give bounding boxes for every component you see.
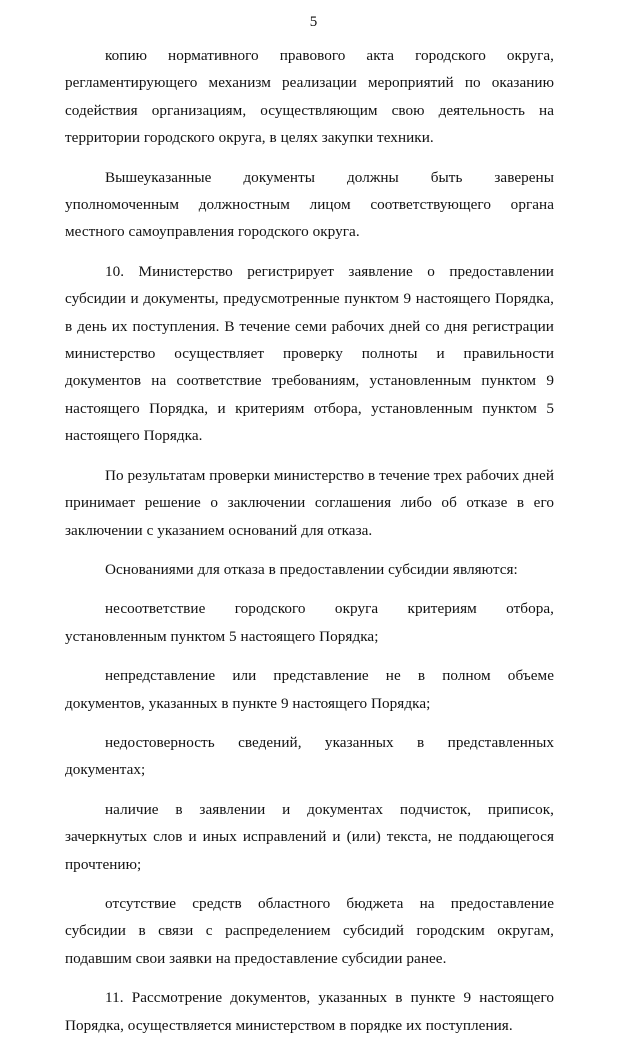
paragraph-item-10: 10. Министерство регистрирует заявление о предоставлении субсидии и документы, предусмотренные пунктом 9 настоящего Порядка, в день их поступления. В течение семи рабочих дней со дня регистрации министерство осуществляет проверку полноты и правильности документов на соответствие требованиям, установленным пунктом 9 настоящего Порядка, и критериям отбора, установленным пунктом 5 настоящего Порядка. <box>65 262 554 445</box>
paragraph-refusal-ground-documents: непредставление или представление не в полном объеме документов, указанных в пункте 9 настоящего Порядка; <box>65 667 554 712</box>
page-number: 5 <box>309 14 318 30</box>
paragraph-refusal-ground-inaccuracy: недостоверность сведений, указанных в представленных документах; <box>65 733 554 779</box>
paragraph-refusal-ground-budget: отсутствие средств областного бюджета на предоставление субсидии в связи с распределением субсидий городским округам, подавшим свои заявки на предоставление субсидии ранее. <box>65 894 554 967</box>
paragraph-refusal-ground-corrections: наличие в заявлении и документах подчисток, приписок, зачеркнутых слов и иных исправлений и (или) текста, не поддающегося прочтению; <box>65 800 554 873</box>
paragraph-refusal-ground-criteria: несоответствие городского округа критериям отбора, установленным пунктом 5 настоящего Порядка; <box>65 600 554 645</box>
paragraph-normative-act-copy: копию нормативного правового акта городского округа, регламентирующего механизм реализации мероприятий по оказанию содействия организациям, осуществляющим свою деятельность на территории городского округа, в целях закупки техники. <box>65 47 554 147</box>
paragraph-review-results: По результатам проверки министерство в течение трех рабочих дней принимает решение о заключении соглашения либо об отказе в его заключении с указанием оснований для отказа. <box>65 466 554 539</box>
paragraph-item-11: 11. Рассмотрение документов, указанных в пункте 9 настоящего Порядка, осуществляется министерством в порядке их поступления. <box>65 989 554 1034</box>
paragraph-certification: Вышеуказанные документы должны быть заверены уполномоченным должностным лицом соответствующего органа местного самоуправления городского округа. <box>65 168 554 241</box>
paragraph-refusal-grounds-heading: Основаниями для отказа в предоставлении субсидии являются: <box>105 560 518 578</box>
